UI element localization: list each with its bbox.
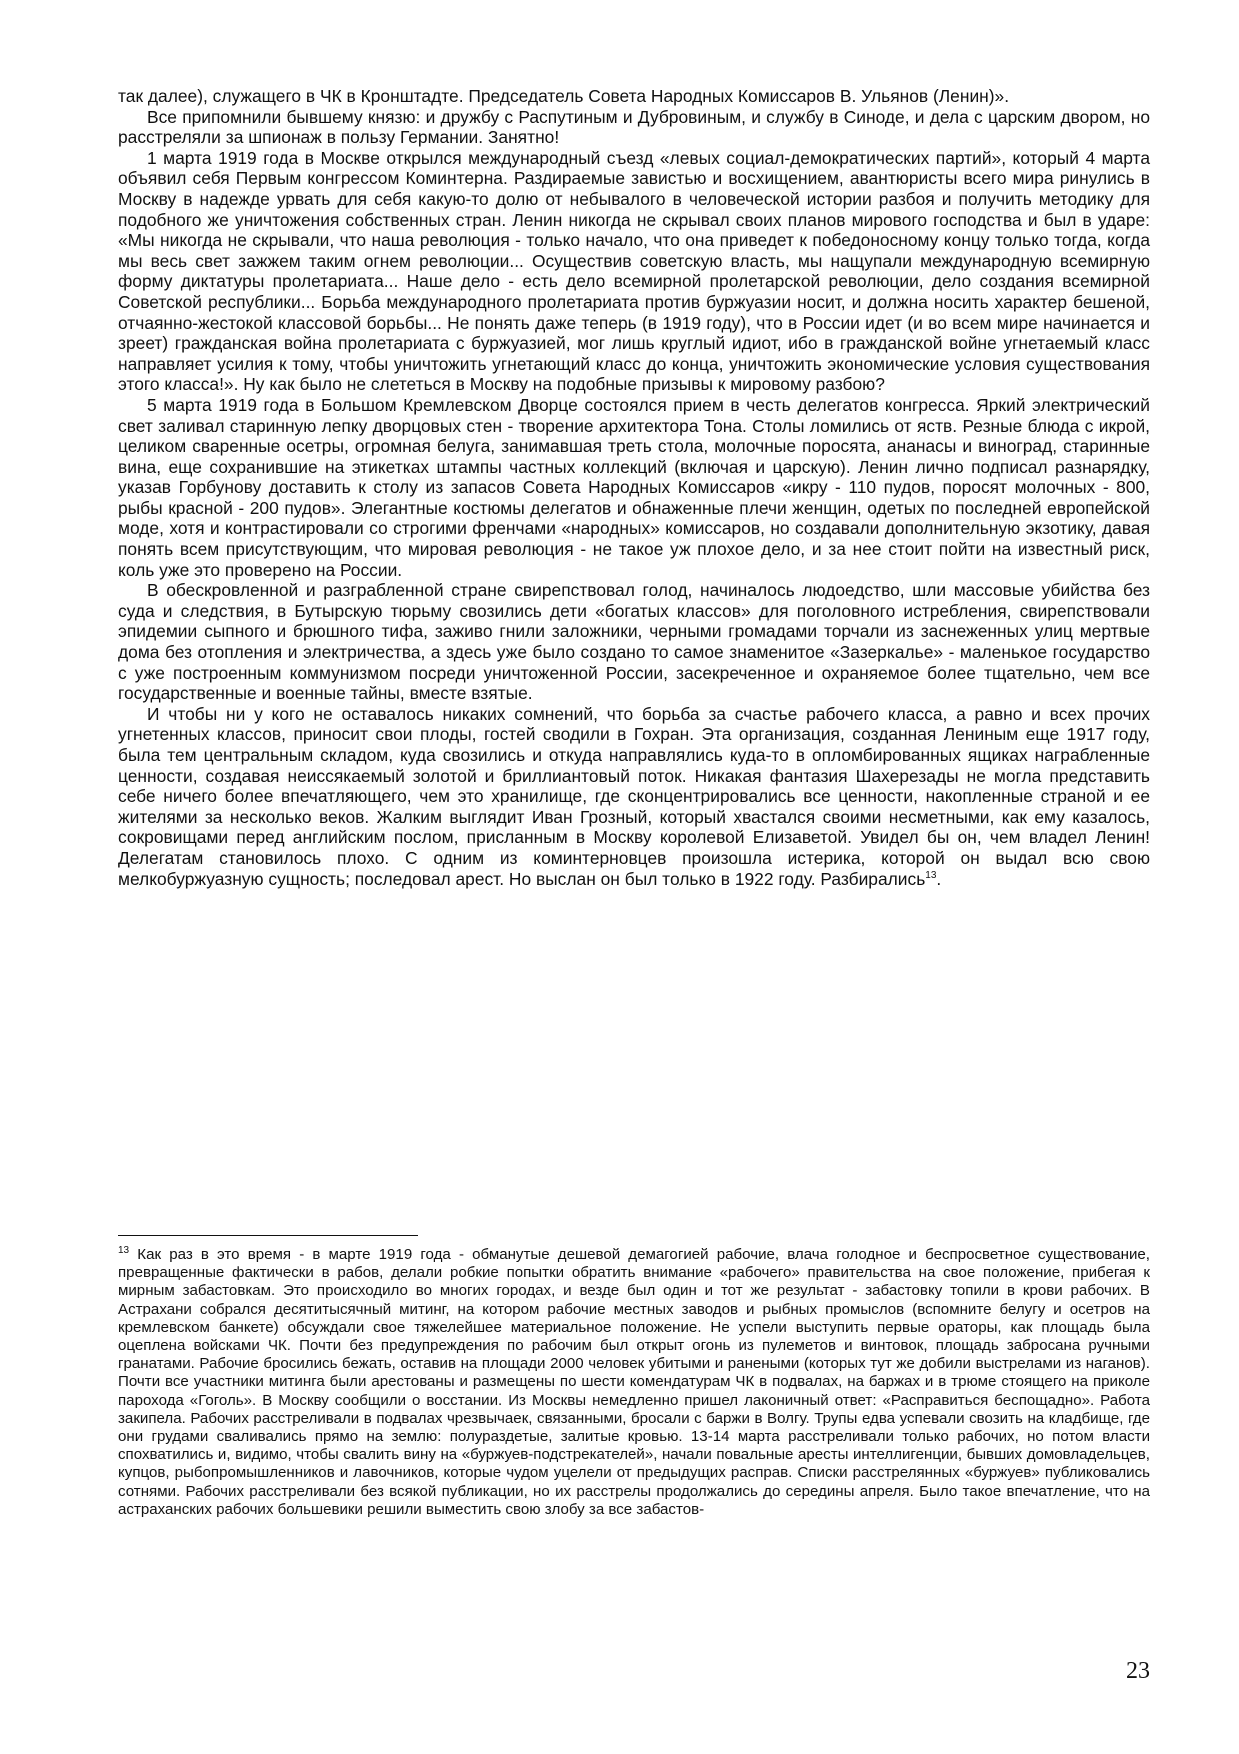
- footnote-body: Как раз в это время - в марте 1919 года - обманутые дешевой демагогией рабочие, влача голодное и беспросветное существование, превращенные фактически в рабов, делали робкие попытки обратить внимание «рабочего» правительства на свое положение, прибегая к мирным забастовкам. Это происходило во многих городах, и везде был один и тот же результат - забастовку топили в крови рабочих. В Астрахани собрался десятитысячный митинг, на котором рабочие местных заводов и рыбных промыслов (вспомните белугу и осетров на кремлевском банкете) обсуждали свое тяжелейшее материальное положение. Не успели выступить первые ораторы, как площадь была оцеплена войсками ЧК. Почти без предупреждения по рабочим был открыт огонь из пулеметов и винтовок, площадь забросана ручными гранатами. Рабочие бросились бежать, оставив на площади 2000 человек убитыми и ранеными (которых тут же добили выстрелами из наганов). Почти все участники митинга были арестованы и размещены по шести комендатурам ЧК в подвалах, на баржах и в трюме стоящего на приколе парохода «Гоголь». В Москву сообщили о восстании. Из Москвы немедленно пришел лаконичный ответ: «Расправиться беспощадно». Работа закипела. Рабочих расстреливали в подвалах чрезвычаек, связанными, бросали с баржи в Волгу. Трупы едва успевали свозить на кладбище, где они грудами сваливались прямо на землю: полураздетые, залитые кровью. 13-14 марта расстреливали только рабочих, но потом власти спохватились и, видимо, чтобы свалить вину на «буржуев-подстрекателей», начали повальные аресты интеллигенции, бывших домовладельцев, купцов, рыбопромышленников и лавочников, которые чудом уцелели от предыдущих расправ. Списки расстрелянных «буржуев» публиковались сотнями. Рабочих расстреливали без всякой публикации, но их расстрелы продолжались до середины апреля. Было такое впечатление, что на астраханских рабочих большевики решили выместить свою злобу за все забастов-: [118, 1246, 1150, 1518]
- paragraph: 1 марта 1919 года в Москве открылся международный съезд «левых социал-демократических партий», который 4 марта объявил себя Первым конгрессом Коминтерна. Раздираемые завистью и восхищением, авантюристы всего мира ринулись в Москву в надежде урвать для себя какую-то долю от небывалого в человеческой истории разбоя и получить методику для подобного же уничтожения собственных стран. Ленин никогда не скрывал своих планов мирового господства и был в ударе: «Мы никогда не скрывали, что наша революция - только начало, что она приведет к победоносному концу только тогда, когда мы весь свет зажжем таким огнем революции... Осуществив советскую власть, мы нащупали международную всемирную форму диктатуры пролетариата... Наше дело - есть дело всемирной пролетарской революции, дело создания всемирной Советской республики... Борьба международного пролетариата против буржуазии носит, и должна носить характер бешеной, отчаянно-жестокой классовой борьбы... Не понять даже теперь (в 1919 году), что в России идет (и во всем мире начинается и зреет) гражданская война пролетариата с буржуазией, мог лишь круглый идиот, ибо в гражданской войне угнетаемый класс направляет усилия к тому, чтобы уничтожить угнетающий класс до конца, уничтожить экономические условия существования этого класса!». Ну как было не слететься в Москву на подобные призывы к мировому разбою?: [118, 147, 1150, 395]
- footnote-text: [118, 1246, 1150, 1519]
- paragraph-end: .: [936, 868, 942, 889]
- paragraph: так далее), служащего в ЧК в Кронштадте. Председатель Совета Народных Комиссаров В. Ульянов (Ленин)».: [118, 86, 1010, 106]
- page-body: [118, 86, 1150, 889]
- paragraph: В обескровленной и разграбленной стране свирепствовал голод, начиналось людоедство, шли массовые убийства без суда и следствия, в Бутырскую тюрьму свозились дети «богатых классов» для поголовного истребления, свирепствовали эпидемии сыпного и брюшного тифа, заживо гнили заложники, черными громадами торчали из заснеженных улиц мертвые дома без отопления и электричества, а здесь уже было создано то самое знаменитое «Зазеркалье» - маленькое государство с уже построенным коммунизмом посреди уничтоженной России, засекреченное и охраняемое более тщательно, чем все государственные и военные тайны, вместе взятые.: [118, 580, 1150, 704]
- footnote: [118, 1246, 1150, 1519]
- paragraph-text: И чтобы ни у кого не оставалось никаких сомнений, что борьба за счастье рабочего класса, а равно и всех прочих угнетенных классов, приносит свои плоды, гостей сводили в Гохран. Эта организация, созданная Лениным еще 1917 году, была тем центральным складом, куда свозились и откуда направлялись куда-то в опломбированных ящиках награбленные ценности, создавая неиссякаемый золотой и бриллиантовый поток. Никакая фантазия Шахерезады не могла представить себе ничего более впечатляющего, чем это хранилище, где сконцентрировались все ценности, накопленные страной и ее жителями за несколько веков. Жалким выглядит Иван Грозный, который хвастался своими несметными, как ему казалось, сокровищами перед английским послом, присланным в Москву королевой Елизаветой. Увидел бы он, чем владел Ленин! Делегатам становилось плохо. С одним из коминтерновцев произошла истерика, которой он выдал всю свою мелкобуржуазную сущность; последовал арест. Но выслан он был только в 1922 году. Разбирались: [118, 703, 1150, 889]
- paragraph: [118, 704, 1150, 889]
- footnote-separator: [118, 1235, 418, 1236]
- main-text: [118, 86, 1150, 889]
- footnote-reference[interactable]: 13: [925, 869, 937, 881]
- paragraph: 5 марта 1919 года в Большом Кремлевском Дворце состоялся прием в честь делегатов конгресса. Яркий электрический свет заливал старинную лепку дворцовых стен - творение архитектора Тона. Столы ломились от яств. Резные блюда с икрой, целиком сваренные осетры, огромная белуга, занимавшая треть стола, молочные поросята, ананасы и виноград, старинные вина, еще сохранившие на этикетках штампы частных коллекций (включая и царскую). Ленин лично подписал разнарядку, указав Горбунову доставить к столу из запасов Совета Народных Комиссаров «икру - 110 пудов, поросят молочных - 800, рыбы красной - 200 пудов». Элегантные костюмы делегатов и обнаженные плечи женщин, одетых по последней европейской моде, хотя и контрастировали со строгими френчами «народных» комиссаров, но создавали дополнительную экзотику, давая понять всем присутствующим, что мировая революция - не такое уж плохое дело, и за нее стоит пойти на известный риск, коль уже это проверено на России.: [118, 394, 1150, 580]
- page-number: 23: [1126, 1658, 1150, 1684]
- footnote-marker: 13: [118, 1244, 130, 1256]
- paragraph: Все припомнили бывшему князю: и дружбу с Распутиным и Дубровиным, и службу в Синоде, и дела с царским двором, но расстреляли за шпионаж в пользу Германии. Занятно!: [118, 106, 1150, 148]
